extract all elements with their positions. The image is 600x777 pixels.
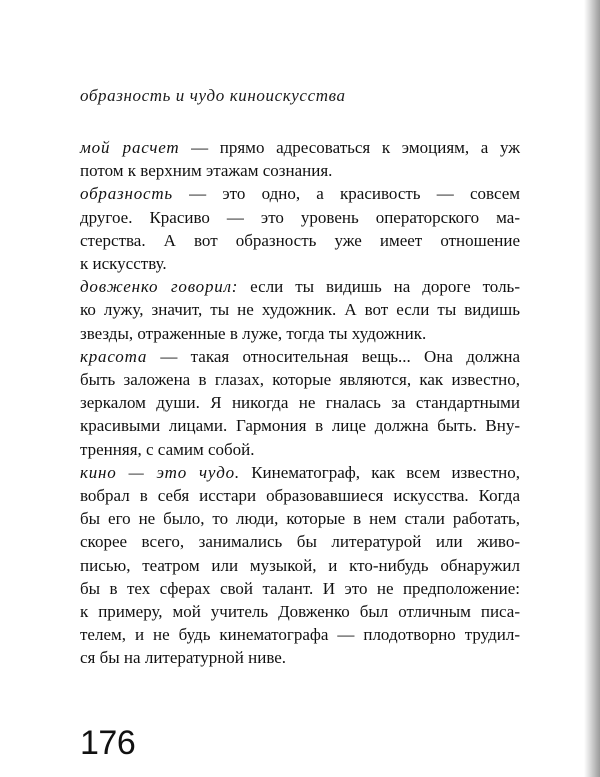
text-line (80, 623, 520, 646)
book-spine-shadow (584, 0, 600, 777)
text-line (80, 600, 520, 623)
paragraph-keyword: красота (80, 346, 148, 366)
page-number: 176 (80, 724, 136, 762)
paragraph-obraznost (80, 182, 520, 275)
line-text: зеркалом души. Я никогда не гналась за стандартными (80, 393, 520, 413)
paragraph-kino-chudo (80, 461, 520, 670)
text-line (80, 530, 520, 553)
text-line (80, 646, 520, 669)
text-line (80, 507, 520, 530)
text-line (80, 438, 520, 461)
text-line (80, 275, 520, 298)
line-text: другое. Красиво — это уровень операторского ма- (80, 207, 520, 227)
text-line (80, 182, 520, 205)
line-text: — это одно, а красивость — совсем (172, 184, 520, 204)
line-text: стерства. А вот образность уже имеет отношение (80, 230, 520, 250)
line-text: вобрал в себя исстари образовавшиеся искусства. Когда (80, 486, 520, 506)
line-text: скорее всего, занимались бы литературой или живо- (80, 532, 520, 552)
text-line (80, 229, 520, 252)
text-line (80, 252, 520, 275)
text-line (80, 554, 520, 577)
line-text: тренняя, с самим собой. (80, 439, 255, 459)
line-text: бы его не было, то люди, которые в нем стали работать, (80, 509, 520, 529)
text-line (80, 136, 520, 159)
line-text: к примеру, мой учитель Довженко был отличным писа- (80, 602, 520, 622)
paragraph-moi-raschet (80, 136, 520, 182)
text-line (80, 484, 520, 507)
text-line (80, 368, 520, 391)
line-text: бы в тех сферах свой талант. И это не предположение: (80, 578, 520, 598)
paragraph-dovzhenko (80, 275, 520, 345)
line-text: быть заложена в глазах, которые являются, как известно, (80, 370, 520, 390)
line-text: писью, театром или музыкой, и кто-нибудь обнаружил (80, 555, 520, 575)
text-line (80, 159, 520, 182)
line-text: — прямо адресоваться к эмоциям, а уж (179, 138, 520, 157)
line-text: звезды, отраженные в луже, тогда ты художник. (80, 323, 427, 343)
line-text: телем, и не будь кинематографа — плодотворно трудил- (80, 625, 520, 645)
paragraph-keyword: образность (80, 184, 173, 204)
line-text: к искусству. (80, 254, 167, 274)
text-line (80, 577, 520, 600)
paragraph-keyword: кино — это чудо. (80, 462, 240, 482)
line-text: если ты видишь на дороге толь- (238, 277, 520, 297)
text-line (80, 391, 520, 414)
line-text: потом к верхним этажам сознания. (80, 161, 333, 181)
text-line (80, 298, 520, 321)
text-line (80, 414, 520, 437)
text-line (80, 461, 520, 484)
text-line (80, 206, 520, 229)
line-text: красивыми лицами. Гармония в лице должна быть. Вну- (80, 416, 520, 436)
paragraph-keyword: мой расчет (80, 138, 180, 157)
line-text: ся бы на литературной ниве. (80, 648, 287, 668)
paragraph-keyword: довженко говорил: (80, 277, 239, 297)
paragraph-krasota (80, 345, 520, 461)
line-text: Кинематограф, как всем известно, (239, 462, 520, 482)
text-line (80, 322, 520, 345)
text-line (80, 345, 520, 368)
running-head: образность и чудо киноискусства (80, 86, 346, 105)
line-text: ко лужу, значит, ты не художник. А вот если ты видишь (80, 300, 520, 320)
body-text (80, 136, 520, 670)
line-text: — такая относительная вещь... Она должна (147, 346, 520, 366)
